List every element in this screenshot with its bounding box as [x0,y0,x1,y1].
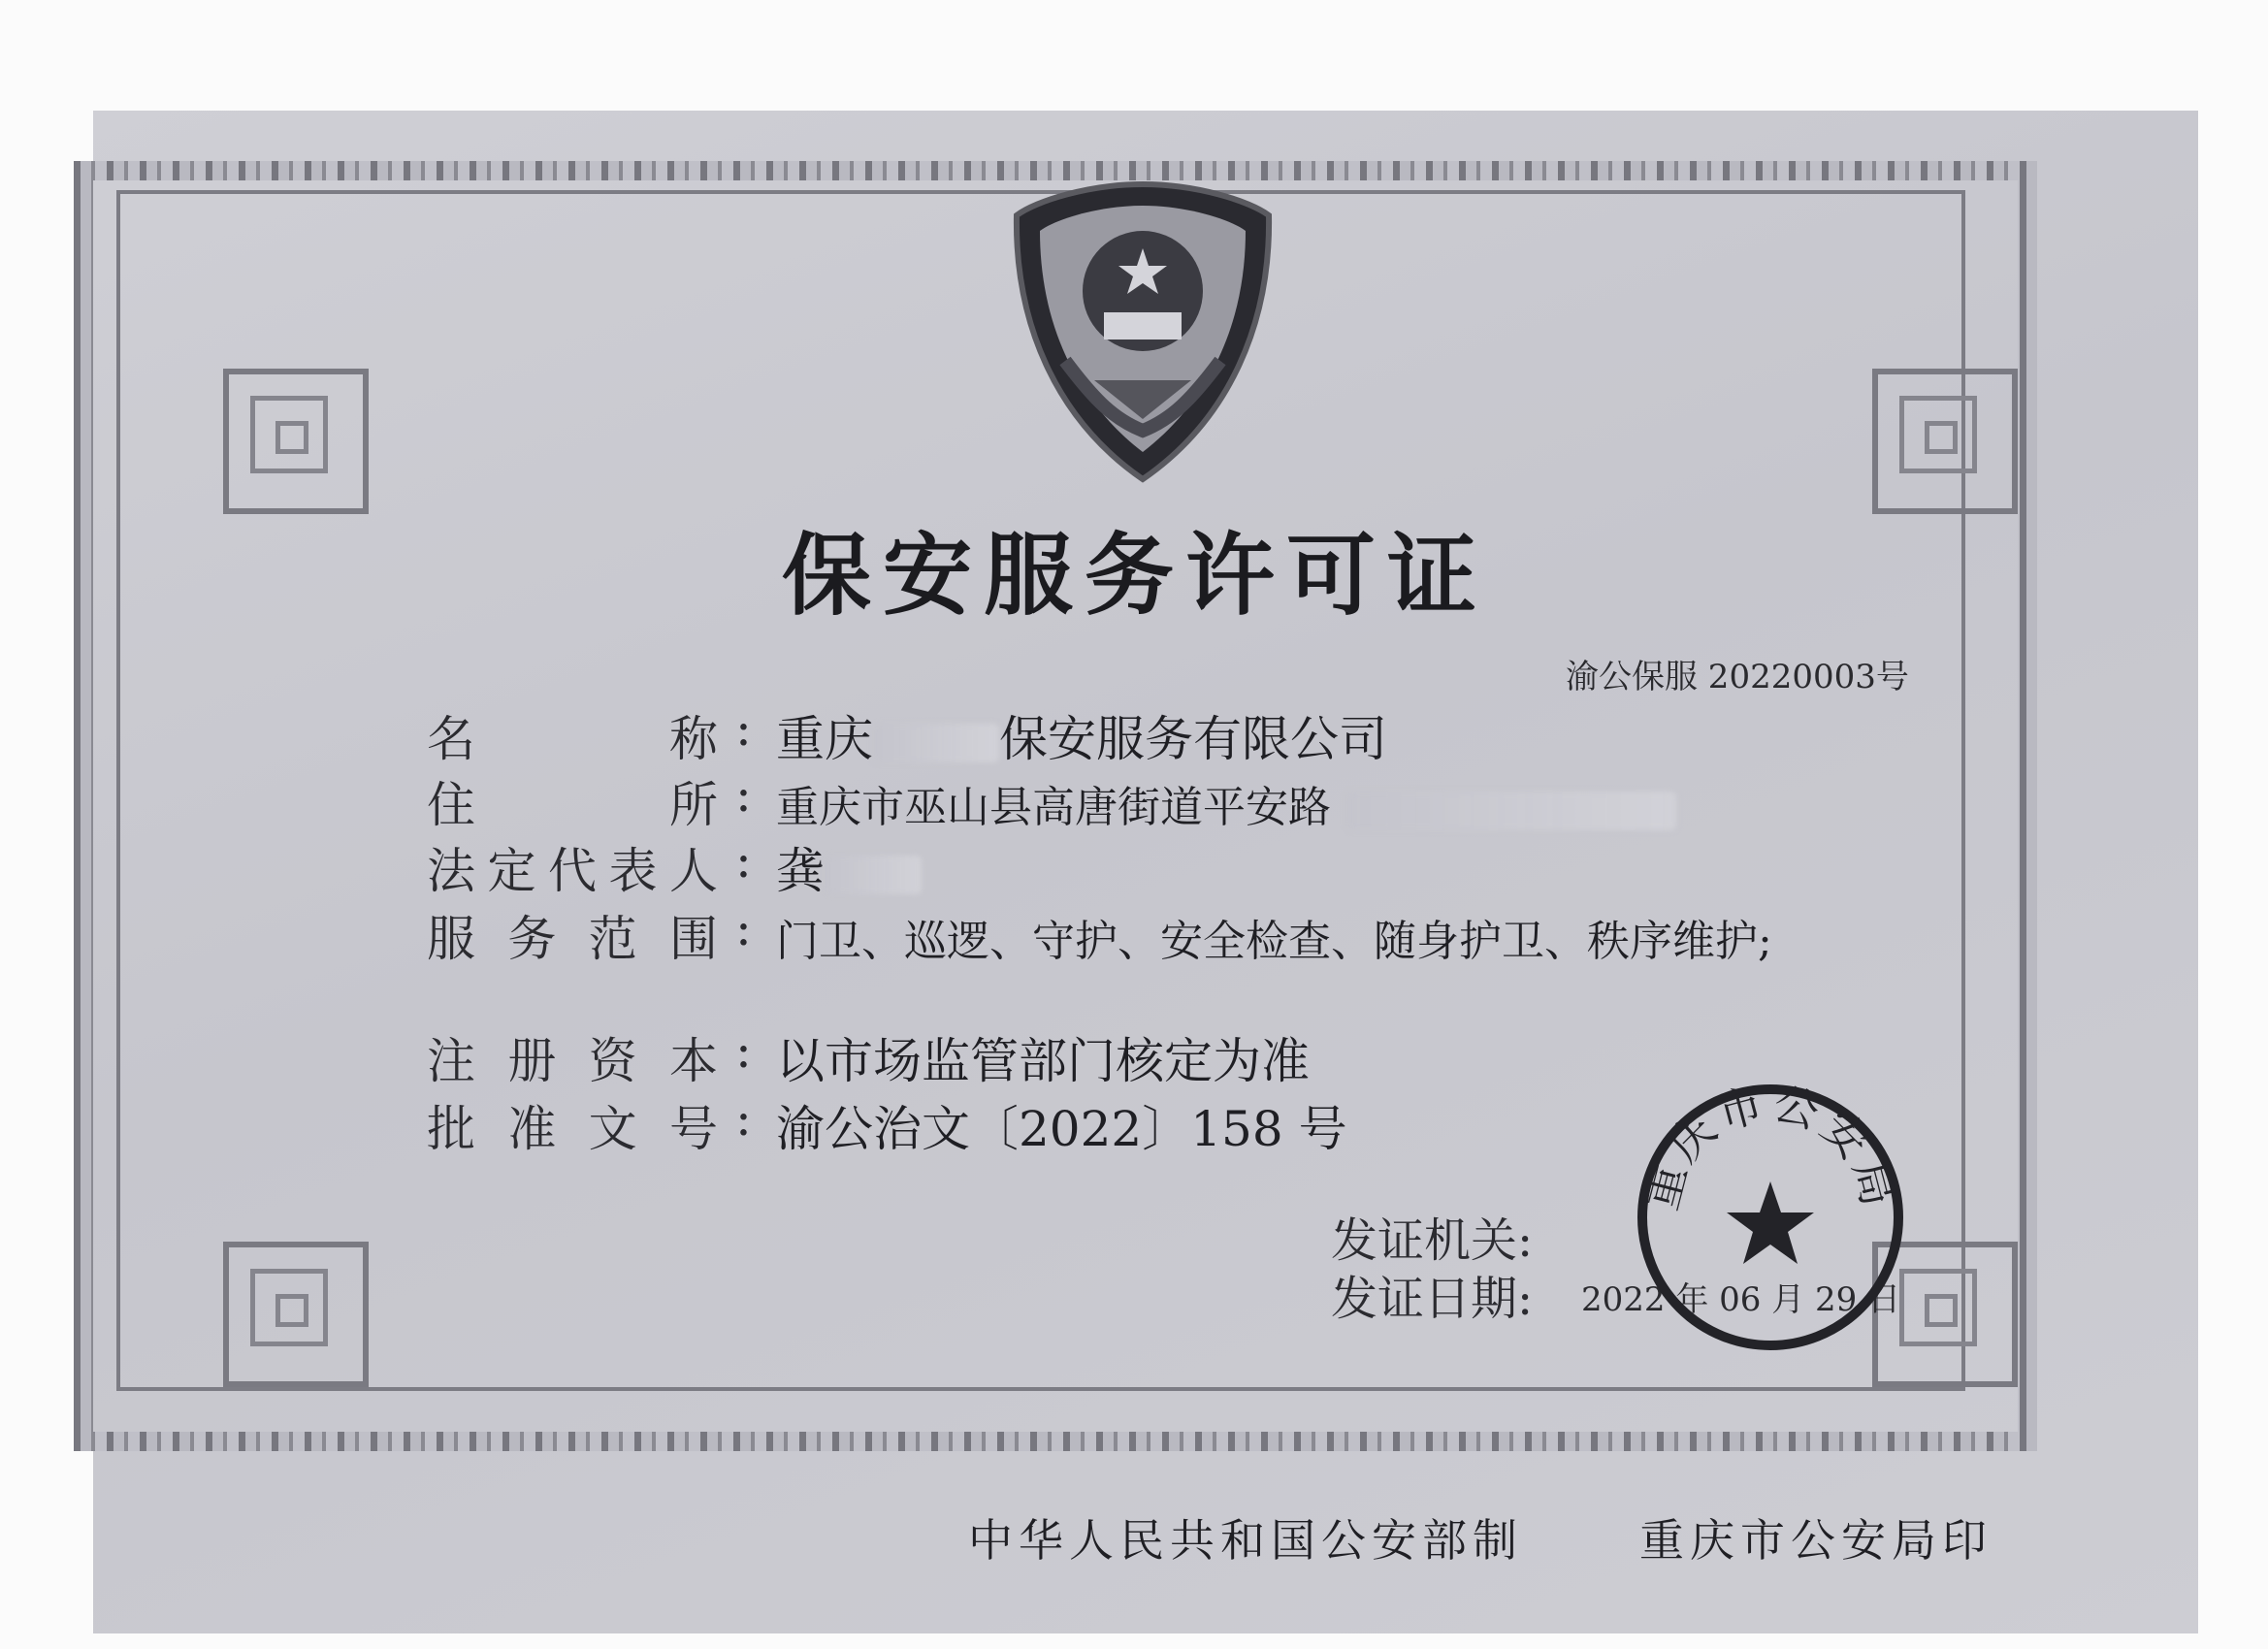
field-label-approval: 批 准 文 号 [427,1101,718,1157]
footer-issuer: 中华人民共和国公安部制 [968,1514,1523,1567]
colon: : [735,700,752,757]
redaction-mark [825,856,922,894]
field-label-capital: 注 册 资 本 [427,1033,718,1089]
issue-date-label: 发证日期: [1331,1272,1534,1326]
redaction-mark [873,724,999,762]
field-value-scope: 门卫、巡逻、守护、安全检查、随身护卫、秩序维护; [776,917,1772,966]
redaction-mark [1346,792,1676,830]
colon: : [735,1090,752,1147]
field-label-name: 名 称 [427,711,718,767]
field-value-approval: 渝公治文〔2022〕158 号 [776,1101,1347,1157]
seal-text: 重庆市公安局 [1635,1077,1906,1215]
field-label-address: 住 所 [427,777,718,833]
field-label-scope: 服 务 范 围 [427,911,718,967]
field-label-legal-rep: 法 定 代 表 人 [427,843,718,899]
star-icon [1727,1181,1814,1264]
colon: : [735,832,752,889]
colon: : [735,1022,752,1079]
issue-date: 2022 年 06 月 29 日 [1581,1280,1901,1319]
issuer-label: 发证机关: [1331,1213,1534,1268]
corner-ornament [223,1242,369,1387]
field-value-address: 重庆市巫山县高唐街道平安路 [776,772,1676,834]
corner-ornament [1872,369,2018,514]
field-value-capital: 以市场监管部门核定为准 [776,1033,1310,1089]
certificate-number: 渝公保服 20220003号 [1566,658,1909,696]
document-title: 保安服务许可证 [781,523,1488,628]
footer-seal-note: 重庆市公安局印 [1639,1514,1993,1567]
colon: : [735,766,752,823]
police-emblem-icon [997,177,1288,487]
official-seal [1630,1077,1911,1358]
field-value-name: 重庆 保安服务有限公司 [776,711,1387,767]
field-value-legal-rep: 龚 [776,832,922,902]
corner-ornament [223,369,369,514]
colon: : [735,900,752,956]
